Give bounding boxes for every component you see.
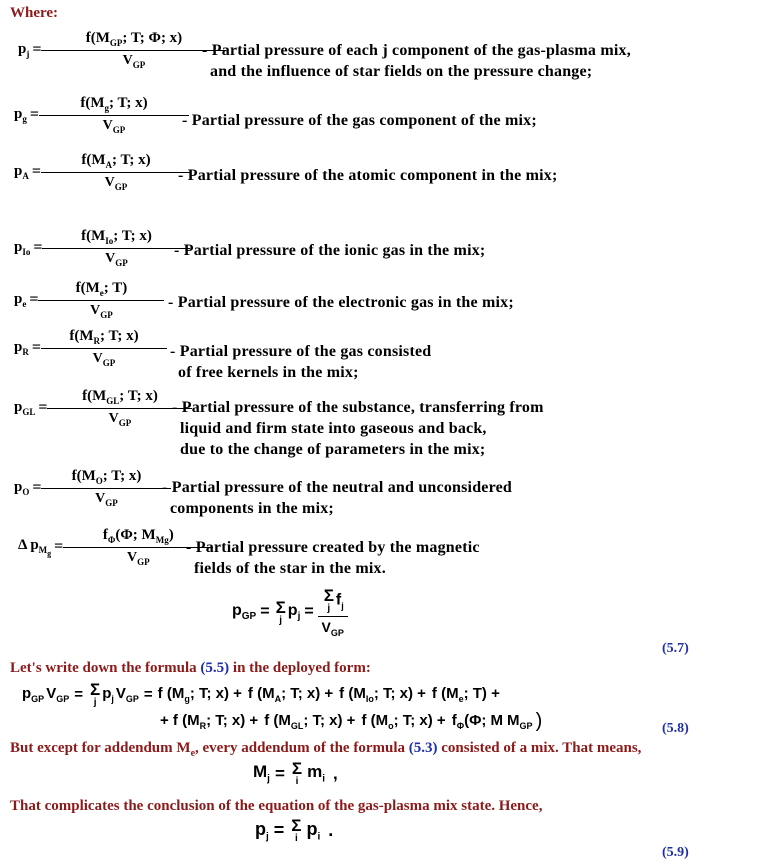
formula-lhs: $p_e$ xyxy=(14,290,27,309)
eq58-term: f ($M_{GL}$; T; x) + xyxy=(264,712,356,731)
formula-numerator: $f(M_R$; T; x) xyxy=(41,328,167,349)
formula-2: $p_A$ = $\frac{f(M_A; T; x)}{V_{GP}}$ xyxy=(14,152,191,192)
definition-text: and the influence of star fields on the pressure change; xyxy=(210,63,593,80)
equation-5-9: $p_j$ = Σ i $p_i$ . xyxy=(255,816,334,844)
formula-lhs: $p_j$ xyxy=(18,40,30,59)
eq58-term: f ($M_o$; T; x) + xyxy=(361,712,446,731)
definition-text: - Partial pressure of the gas consisted xyxy=(170,343,432,360)
formula-5: $p_R$ = $\frac{f(M_R; T; x)}{V_{GP}}$ xyxy=(14,328,167,368)
formula-denominator: $V_{GP}$ xyxy=(122,53,146,70)
eq58-term: f ($M_{Io}$; T; x) + xyxy=(339,685,426,704)
definition-text: due to the change of parameters in the mix; xyxy=(180,441,486,458)
formula-numerator: $f(M_e$; T) xyxy=(38,280,164,301)
eq57-fraction: Σ j $f_j$ $V_{GP}$ xyxy=(318,587,348,638)
formula-denominator: $V_{GP}$ xyxy=(102,118,126,135)
definition-text: - Partial pressure of the neutral and unconsidered xyxy=(162,479,513,496)
eq58-term: $f_\Phi(\Phi$; M xyxy=(451,712,504,731)
label-5-9: (5.9) xyxy=(662,845,689,860)
definition-text: - Partial pressure of the ionic gas in the mix; xyxy=(174,242,486,259)
formula-lhs: Δ $p_{M_g}$ xyxy=(18,536,52,558)
formula-denominator: $V_{GP}$ xyxy=(108,411,132,428)
paragraph-complicates: That complicates the conclusion of the equation of the gas-plasma mix state. Hence, xyxy=(10,798,543,814)
formula-lhs: $p_{Io}$ xyxy=(14,238,31,257)
formula-numerator: $f(M_{GL}$; T; x) xyxy=(47,388,192,409)
eq57-lhs: $p_{GP}$ xyxy=(232,602,257,623)
formula-lhs: $p_R$ xyxy=(14,338,29,357)
equation-5-8-line1: $p_{GP}$ $V_{GP}$ = Σ j $p_j$ $V_{GP}$ = f ($M_g$; T; x) + f ($M_A$; T; x) + f ($M_{Io}$; T; x) + f ($M_e$; T) + xyxy=(22,680,500,708)
where-label: Where: xyxy=(10,5,59,21)
formula-lhs: $p_O$ xyxy=(14,478,30,497)
definition-text: liquid and firm state into gaseous and back, xyxy=(180,420,487,437)
formula-denominator: $V_{GP}$ xyxy=(105,251,128,268)
paragraph-deployed-form: Let's write down the formula (5.5) in the deployed form: xyxy=(10,660,371,676)
formula-denominator: $V_{GP}$ xyxy=(92,351,116,368)
equation-5-8-line2: + f ($M_R$; T; x) + f ($M_{GL}$; T; x) + f ($M_o$; T; x) + $f_\Phi(\Phi$; M $M_{GP}$ ) xyxy=(160,710,543,732)
equation-mj: $M_j$ = Σ i $m_i$ , xyxy=(253,759,338,787)
definition-text: - Partial pressure of the electronic gas in the mix; xyxy=(168,294,514,311)
equation-5-7: $p_{GP}$ = Σ j $p_j$ = Σ j $f_j$ $V_{GP}$ xyxy=(232,587,348,638)
formula-lhs: $p_A$ xyxy=(14,162,29,181)
definition-text: - Partial pressure of each j component of the gas-plasma mix, xyxy=(202,42,631,59)
formula-numerator: $f(M_{GP}$; T; Φ; x) xyxy=(41,30,226,51)
formula-6: $p_{GL}$ = $\frac{f(M_{GL}; T; x)}{V_{GP}}$ xyxy=(14,388,192,428)
formula-1: $p_g$ = $\frac{f(M_g; T; x)}{V_{GP}}$ xyxy=(14,95,189,135)
definition-text: fields of the star in the mix. xyxy=(194,560,386,577)
eq58-term: + f ($M_R$; T; x) + xyxy=(160,712,259,731)
definition-text: - Partial pressure created by the magnetic xyxy=(186,539,480,556)
formula-numerator: $f(M_O$; T; x) xyxy=(41,468,171,489)
formula-numerator: $f(M_g$; T; x) xyxy=(39,95,189,116)
definition-text: of free kernels in the mix; xyxy=(178,364,359,381)
formula-numerator: $f(M_{Io}$; T; x) xyxy=(42,228,190,249)
eq58-term: f ($M_g$; T; x) + xyxy=(157,685,242,704)
label-5-8: (5.8) xyxy=(662,721,689,736)
definition-text: components in the mix; xyxy=(170,500,334,517)
definition-text: - Partial pressure of the substance, transferring from xyxy=(172,399,544,416)
definition-text: - Partial pressure of the gas component of the mix; xyxy=(182,112,537,129)
formula-denominator: $V_{GP}$ xyxy=(126,550,150,567)
formula-lhs: $p_g$ xyxy=(14,105,27,124)
eq58-term: f ($M_A$; T; x) + xyxy=(247,685,334,704)
formula-3: $p_{Io}$ = $\frac{f(M_{Io}; T; x)}{V_{GP}}$ xyxy=(14,228,190,268)
formula-lhs: $p_{GL}$ xyxy=(14,398,36,417)
formula-denominator: $V_{GP}$ xyxy=(90,303,113,320)
eq58-term: f ($M_e$; T) + xyxy=(431,685,500,704)
paragraph-addendum: But except for addendum $M_e$, every addendum of the formula (5.3) consisted of a mix. That means, xyxy=(10,740,642,759)
formula-4: $p_e$ = $\frac{f(M_e; T)}{V_{GP}}$ xyxy=(14,280,164,320)
formula-denominator: $V_{GP}$ xyxy=(95,491,118,508)
formula-numerator: $f(M_A$; T; x) xyxy=(41,152,191,173)
formula-denominator: $V_{GP}$ xyxy=(104,175,128,192)
definition-text: - Partial pressure of the atomic component in the mix; xyxy=(178,167,558,184)
formula-8: Δ $p_{M_g}$ = $\frac{f_\Phi(\Phi; M_{Mg})}{V_{GP}}$ xyxy=(18,527,213,567)
label-5-7: (5.7) xyxy=(662,641,689,656)
formula-7: $p_O$ = $\frac{f(M_O; T; x)}{V_{GP}}$ xyxy=(14,468,171,508)
formula-0: $p_j$ = $\frac{f(M_{GP}; T; \Phi; x)}{V_{GP}}$ xyxy=(18,30,226,70)
formula-numerator: $f_\Phi(\Phi$; $M_{Mg}$) xyxy=(63,527,213,548)
